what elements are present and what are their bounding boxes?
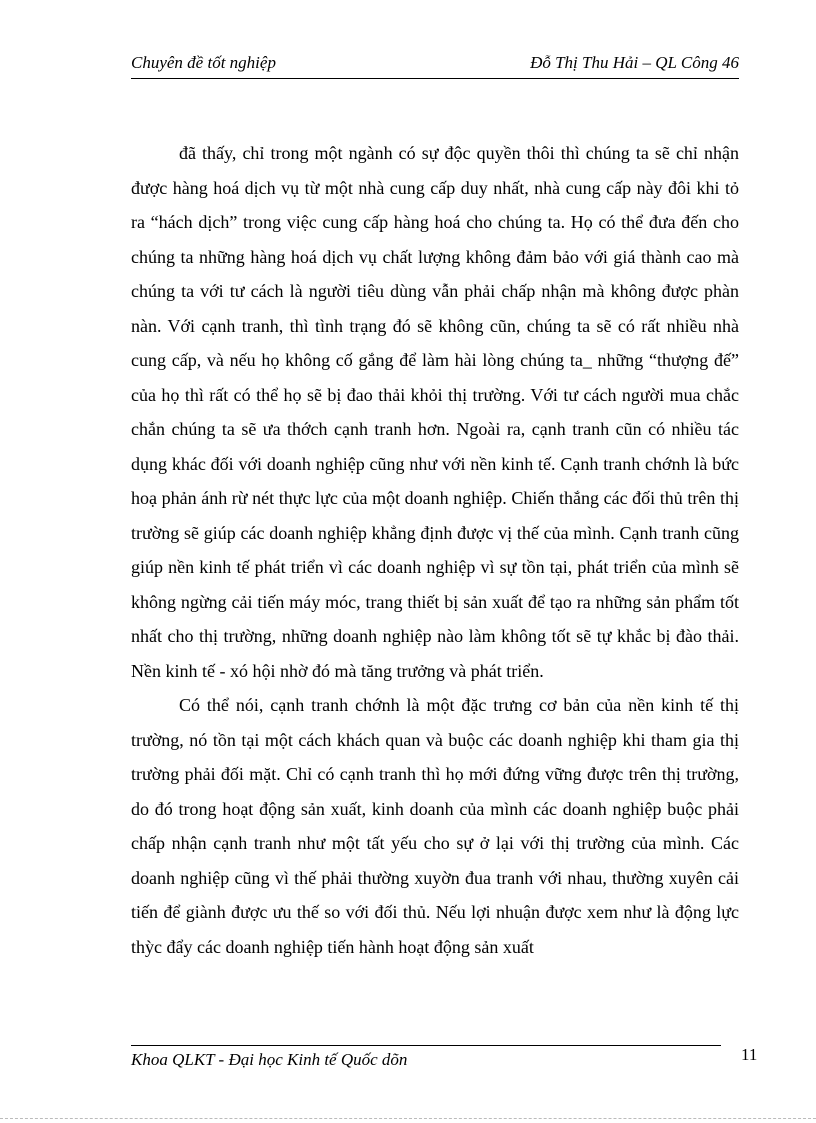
page-bottom-border <box>0 1118 816 1119</box>
page-number: 11 <box>741 1045 758 1064</box>
paragraph-1: đã thấy, chỉ trong một ngành có sự độc quyền thôi thì chúng ta sẽ chỉ nhận được hàng hoá dịch vụ từ một nhà cung cấp duy nhất, nhà cung cấp này đôi khi tỏ ra “hách dịch” trong việc cung cấp hàng hoá cho chúng ta. Họ có thể đưa đến cho chúng ta những hàng hoá dịch vụ chất lượng không đảm bảo với giá thành cao mà chúng ta với tư cách là người tiêu dùng vẫn phải chấp nhận mà không được phàn nàn. Với cạnh tranh, thì tình trạng đó sẽ không cũn, chúng ta sẽ có rất nhiều nhà cung cấp, và nếu họ không cố gắng để làm hài lòng chúng ta_ những “thượng đế” của họ thì rất có thể họ sẽ bị đao thải khỏi thị trường. Với tư cách người mua chắc chắn chúng ta sẽ ưa thớch cạnh tranh hơn. Ngoài ra, cạnh tranh cũn có nhiều tác dụng khác đối với doanh nghiệp cũng như với nền kinh tế. Cạnh tranh chớnh là bức hoạ phản ánh rừ nét thực lực của một doanh nghiệp. Chiến thắng các đối thủ trên thị trường sẽ giúp các doanh nghiệp khẳng định được vị thế của mình. Cạnh tranh cũng giúp nền kinh tế phát triển vì các doanh nghiệp vì sự tồn tại, phát triển của mình sẽ không ngừng cải tiến máy móc, trang thiết bị sản xuất để tạo ra những sản phẩm tốt nhất cho thị trường, những doanh nghiệp nào làm không tốt sẽ tự khắc bị đào thải. Nền kinh tế - xó hội nhờ đó mà tăng trưởng và phát triển. <box>131 143 739 681</box>
header-author: Đỗ Thị Thu Hải – QL Công 46 <box>530 53 739 72</box>
page-footer <box>131 1045 721 1076</box>
footer-institution: Khoa QLKT - Đại học Kinh tế Quốc dõn <box>131 1050 408 1069</box>
header-title: Chuyên đề tốt nghiệp <box>131 53 276 72</box>
page-header <box>131 50 739 79</box>
body-text <box>131 136 739 964</box>
paragraph-2: Có thể nói, cạnh tranh chớnh là một đặc trưng cơ bản của nền kinh tế thị trường, nó tồn tại một cách khách quan và buộc các doanh nghiệp khi tham gia thị trường phải đối mặt. Chỉ có cạnh tranh thì họ mới đứng vững được trên thị trường, do đó trong hoạt động sản xuất, kinh doanh của mình các doanh nghiệp buộc phải chấp nhận cạnh tranh như một tất yếu cho sự ở lại với thị trường của mình. Các doanh nghiệp cũng vì thế phải thường xuyờn đua tranh với nhau, thường xuyên cải tiến để giành được ưu thế so với đối thủ. Nếu lợi nhuận được xem như là động lực thỳc đẩy các doanh nghiệp tiến hành hoạt động sản xuất <box>131 695 739 957</box>
